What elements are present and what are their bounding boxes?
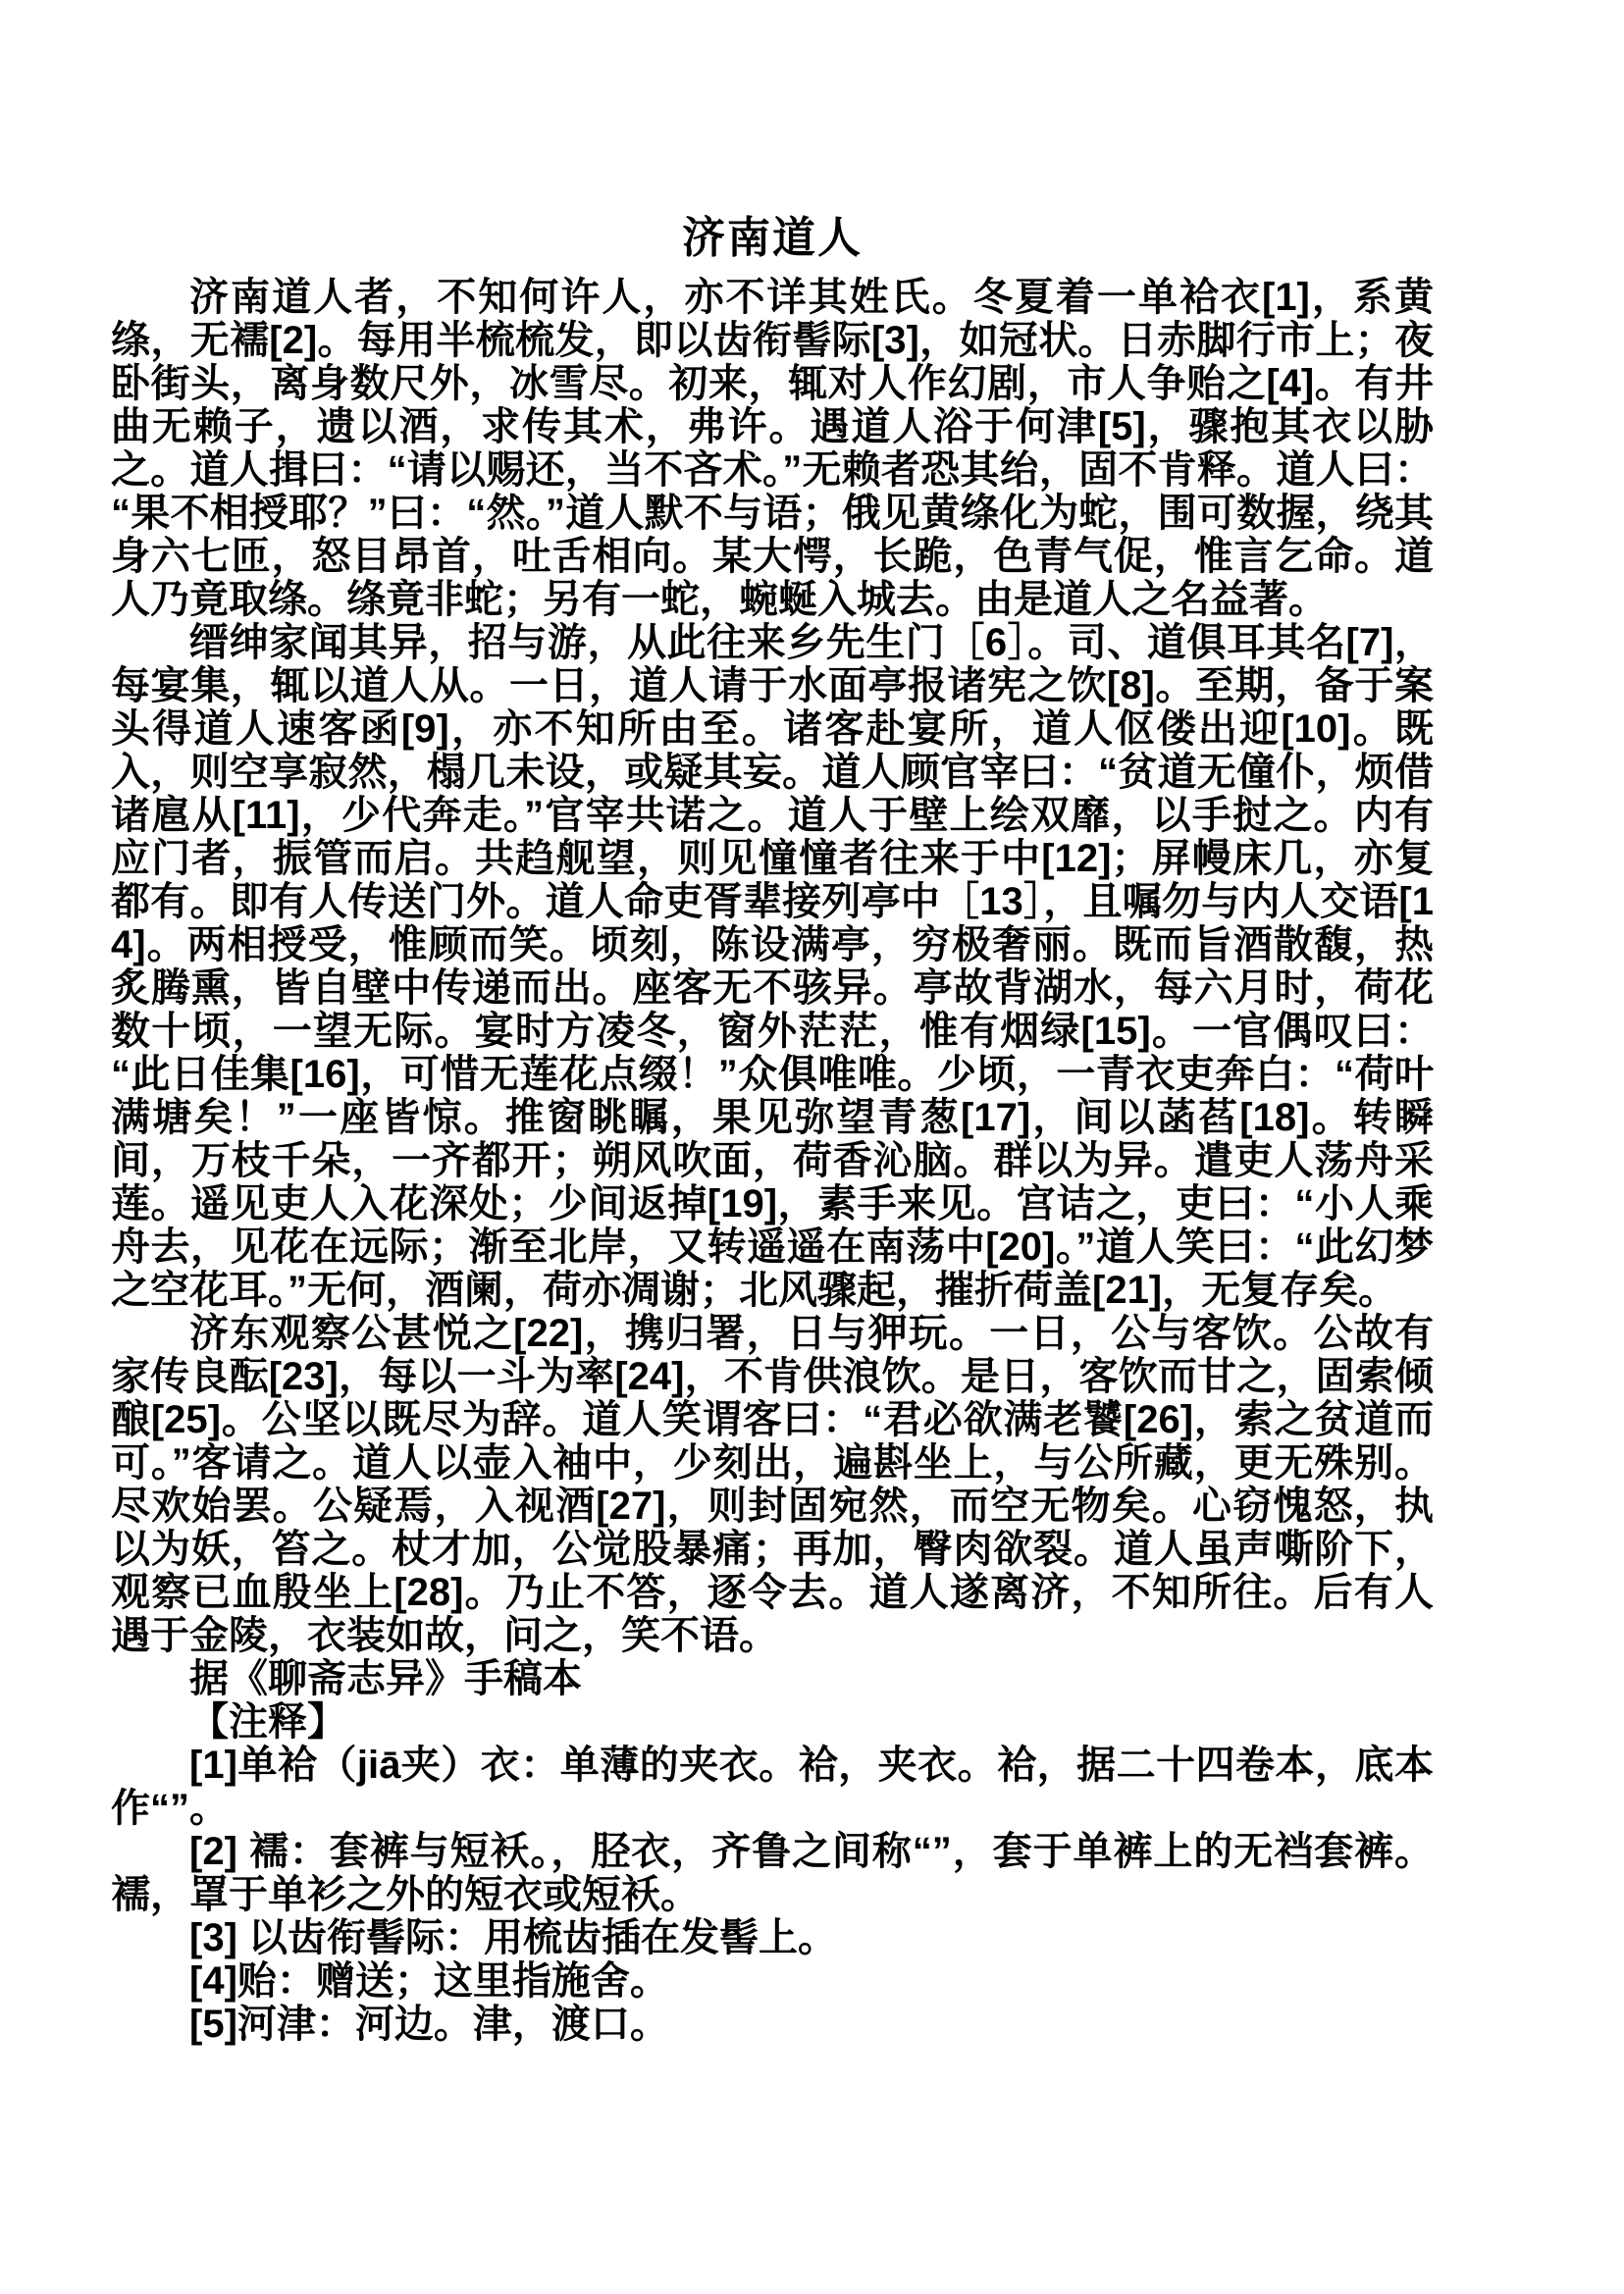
note-paragraph: [4]贻：赠送；这里指施舍。: [189, 1959, 669, 2003]
note-paragraph: [1]单袷（jiā夹）衣：单薄的夹衣。袷，夹衣。袷，据二十四卷本，底本作“”。: [111, 1744, 1434, 1830]
notes-header: 【注释】: [189, 1700, 346, 1744]
note-paragraph: [5]河津：河边。津，渡口。: [189, 2003, 669, 2046]
notes-list: [111, 1744, 1434, 2046]
story-paragraph: 缙绅家闻其异，招与游，从此往来乡先生门［6］。司、道俱耳其名[7]，每宴集，辄以道人从。一日，道人请于水面亭报诸宪之饮[8]。至期，备于案头得道人速客函[9]，亦不知所由至。诸客赴宴所，道人伛偻出迎[10]。既入，则空享寂然，榻几未设，或疑其妄。道人顾官宰曰：“贫道无僮仆，烦借诸扈从[11]，少代奔走。”官宰共诺之。道人于壁上绘双靡，以手挝之。内有应门者，振管而启。共趋舰望，则见憧憧者往来于中[12]；屏幔床几，亦复都有。即有人传送门外。道人命吏胥辈接列亭中［13］，且嘱勿与内人交语[14]。两相授受，惟顾而笑。顷刻，陈设满亭，穷极奢丽。既而旨酒散馥，热炙腾熏，皆自壁中传递而出。座客无不骇异。亭故背湖水，每六月时，荷花数十顷，一望无际。宴时方凌冬，窗外茫茫，惟有烟绿[15]。一官偶叹曰：“此日佳集[16]，可惜无莲花点缀！”众俱唯唯。少顷，一青衣吏奔白：“荷叶满塘矣！”一座皆惊。推窗眺瞩，果见弥望青葱[17]，间以菡萏[18]。转瞬间，万枝千朵，一齐都开；朔风吹面，荷香沁脑。群以为异。遣吏人荡舟采莲。遥见吏人入花深处；少间返掉[19]，素手来见。宫诘之，吏曰：“小人乘舟去，见花在远际；渐至北岸，又转遥遥在南荡中[20]。”道人笑曰：“此幻梦之空花耳。”无何，酒阑，荷亦凋谢；北风骤起，摧折荷盖[21]，无复存矣。: [111, 621, 1434, 1312]
story-paragraph: 济南道人者，不知何许人，亦不详其姓氏。冬夏着一单袷衣[1]，系黄绦，无襦[2]。每用半梳梳发，即以齿衔髻际[3]，如冠状。日赤脚行市上；夜卧街头，离身数尺外，冰雪尽。初来，辄对人作幻剧，市人争贻之[4]。有井曲无赖子，遗以酒，求传其术，弗许。遇道人浴于何津[5]，骤抱其衣以胁之。道人揖曰：“请以赐还，当不吝术。”无赖者恐其绐，固不肯释。道人曰：“果不相授耶？”曰：“然。”道人默不与语；俄见黄绦化为蛇，围可数握，绕其身六七匝，怒目昂首，吐舌相向。某大愕，长跪，色青气促，惟言乞命。道人乃竟取绦。绦竟非蛇；另有一蛇，蜿蜒入城去。由是道人之名益著。: [111, 276, 1434, 621]
note-paragraph: [3] 以齿衔髻际：用梳齿插在发髻上。: [189, 1916, 837, 1959]
note-paragraph: [2] 襦：套裤与短袄。，胫衣，齐鲁之间称“”，套于单裤上的无裆套裤。襦，罩于单衫之外的短衣或短袄。: [111, 1830, 1434, 1916]
page-title: 济南道人: [682, 214, 863, 262]
document-body: [111, 276, 1434, 2046]
story-paragraph: 济东观察公甚悦之[22]，携归署，日与狎玩。一日，公与客饮。公故有家传良酝[23]，每以一斗为率[24]，不肯供浪饮。是日，客饮而甘之，固索倾酿[25]。公坚以既尽为辞。道人笑谓客曰：“君必欲满老饕[26]，索之贫道而可。”客请之。道人以壶入袖中，少刻出，遍斟坐上，与公所藏，更无殊别。尽欢始罢。公疑焉，入视酒[27]，则封固宛然，而空无物矣。心窃愧怒，执以为妖，笞之。杖才加，公觉股暴痛；再加，臀肉欲裂。道人虽声嘶阶下，观察已血殷坐上[28]。乃止不答，逐令去。道人遂离济，不知所往。后有人遇于金陵，衣装如故，问之，笑不语。: [111, 1312, 1434, 1657]
source-line: 据《聊斋志异》手稿本: [189, 1657, 582, 1700]
story-paragraphs: [111, 276, 1434, 1657]
